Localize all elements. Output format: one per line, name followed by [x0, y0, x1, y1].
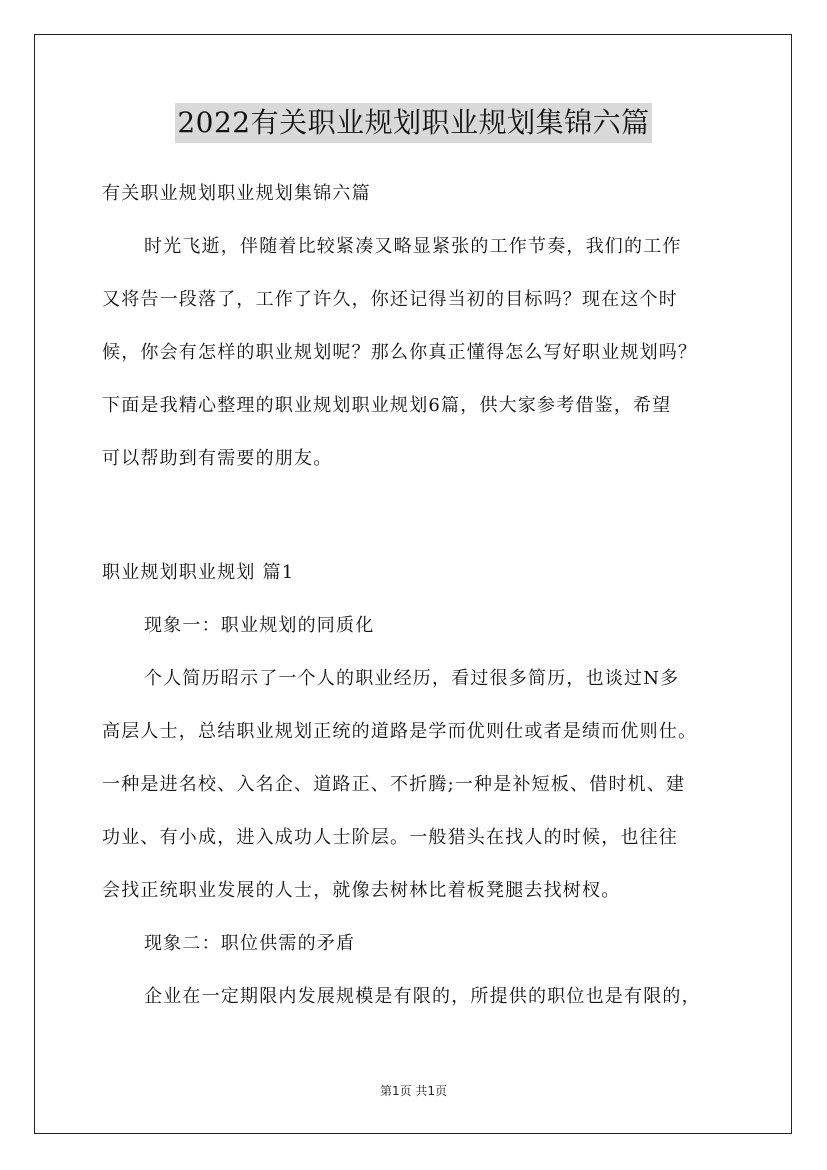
paragraph-line: 企业在一定期限内发展规模是有限的，所提供的职位也是有限的， [144, 986, 701, 1007]
document-title: 2022有关职业规划职业规划集锦六篇 [175, 103, 651, 143]
intro-line: 候，你会有怎样的职业规划呢？那么你真正懂得怎么写好职业规划吗？ [102, 342, 698, 363]
subtitle: 有关职业规划职业规划集锦六篇 [102, 183, 371, 204]
paragraph-line: 会找正统职业发展的人士，就像去树林比着板凳腿去找树杈。 [102, 880, 621, 901]
intro-line: 又将告一段落了，工作了许久，你还记得当初的目标吗？现在这个时 [102, 289, 678, 310]
page-number: 第1页 共1页 [379, 1084, 448, 1098]
paragraph-line: 高层人士，总结职业规划正统的道路是学而优则仕或者是绩而优则仕。 [102, 721, 698, 742]
paragraph-line: 一种是进名校、入名企、道路正、不折腾;一种是补短板、借时机、建 [102, 774, 686, 795]
section-1 [102, 546, 742, 1023]
section-heading: 职业规划职业规划 篇1 [102, 562, 295, 583]
intro-line: 下面是我精心整理的职业规划职业规划6篇，供大家参考借鉴，希望 [102, 395, 672, 416]
paragraph-line: 功业、有小成，进入成功人士阶层。一般猎头在找人的时候，也往往 [102, 827, 678, 848]
page-footer [0, 1083, 827, 1099]
phenomenon-heading: 现象一：职业规划的同质化 [144, 615, 375, 636]
intro-line: 时光飞逝，伴随着比较紧凑又略显紧张的工作节奏，我们的工作 [144, 236, 682, 257]
body-text [102, 167, 742, 485]
title-container [0, 103, 827, 143]
intro-line: 可以帮助到有需要的朋友。 [102, 448, 333, 469]
phenomenon-heading: 现象二：职位供需的矛盾 [144, 933, 356, 954]
paragraph-line: 个人简历昭示了一个人的职业经历，看过很多简历，也谈过N多 [144, 668, 680, 689]
